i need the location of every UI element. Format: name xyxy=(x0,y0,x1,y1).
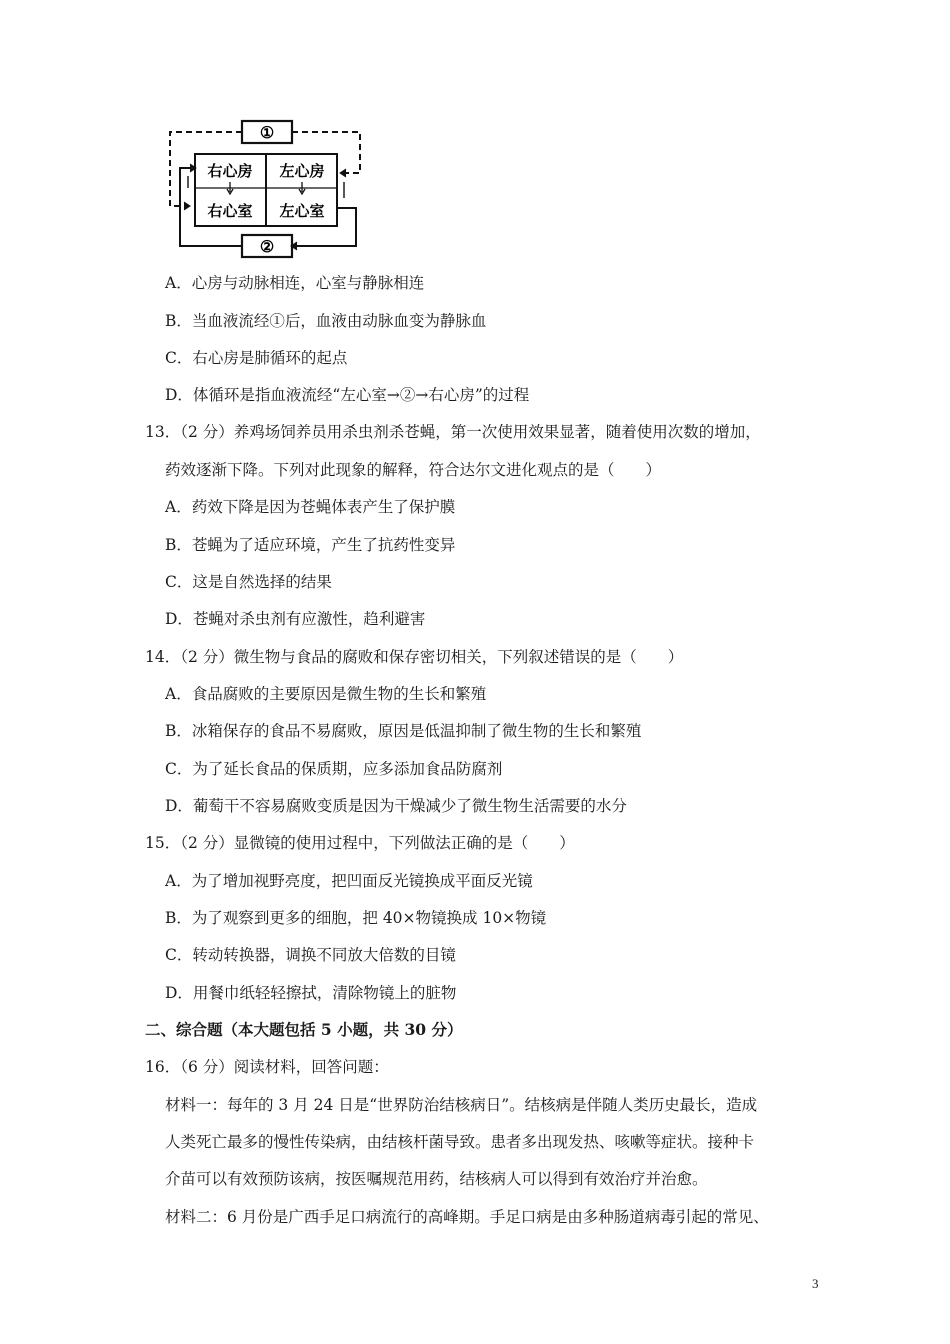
q15-option-b: B．为了观察到更多的细胞，把 40×物镜换成 10×物镜 xyxy=(165,909,547,927)
heart-circulation-diagram xyxy=(160,118,370,260)
q12-option-c: C．右心房是肺循环的起点 xyxy=(165,349,348,367)
q15-option-c: C．转动转换器，调换不同放大倍数的目镜 xyxy=(165,946,456,964)
q14-stem: 14．（2 分）微生物与食品的腐败和保存密切相关，下列叙述错误的是（ ） xyxy=(145,648,684,666)
page-number: 3 xyxy=(812,1276,819,1291)
right-atrium-label: 右心房 xyxy=(207,162,253,180)
q16-material1-line1: 材料一：每年的 3 月 24 日是“世界防治结核病日”。结核病是伴随人类历史最长，造成 xyxy=(165,1096,758,1114)
q13-option-c: C．这是自然选择的结果 xyxy=(165,573,332,591)
q14-option-b: B．冰箱保存的食品不易腐败，原因是低温抑制了微生物的生长和繁殖 xyxy=(165,722,642,740)
section-heading: 二、综合题（本大题包括 5 小题，共 30 分） xyxy=(145,1020,463,1039)
left-atrium-label: 左心房 xyxy=(279,162,325,180)
right-ventricle-label: 右心室 xyxy=(207,202,253,220)
left-ventricle-label: 左心室 xyxy=(279,202,325,220)
q16-material2-line1: 材料二：6 月份是广西手足口病流行的高峰期。手足口病是由多种肠道病毒引起的常见、 xyxy=(165,1208,769,1226)
q14-option-a: A．食品腐败的主要原因是微生物的生长和繁殖 xyxy=(165,685,487,703)
q16-stem: 16．（6 分）阅读材料，回答问题： xyxy=(145,1058,389,1076)
q13-option-a: A．药效下降是因为苍蝇体表产生了保护膜 xyxy=(165,498,456,516)
q13-stem-line1: 13．（2 分）养鸡场饲养员用杀虫剂杀苍蝇，第一次使用效果显著，随着使用次数的增加， xyxy=(145,423,761,441)
diagram-label-2: ② xyxy=(259,237,275,256)
q15-option-a: A．为了增加视野亮度，把凹面反光镜换成平面反光镜 xyxy=(165,872,533,890)
q12-option-d: D．体循环是指血液流经“左心室→②→右心房”的过程 xyxy=(165,386,530,404)
q15-stem: 15．（2 分）显微镜的使用过程中，下列做法正确的是（ ） xyxy=(145,834,575,852)
q13-stem-line2: 药效逐渐下降。下列对此现象的解释，符合达尔文进化观点的是（ ） xyxy=(165,461,662,479)
q16-material1-line3: 介苗可以有效预防该病，按医嘱规范用药，结核病人可以得到有效治疗并治愈。 xyxy=(165,1170,708,1188)
q15-option-d: D．用餐巾纸轻轻擦拭，清除物镜上的脏物 xyxy=(165,984,457,1002)
q12-option-b: B．当血液流经①后，血液由动脉血变为静脉血 xyxy=(165,312,487,330)
q13-option-b: B．苍蝇为了适应环境，产生了抗药性变异 xyxy=(165,536,456,554)
q13-option-d: D．苍蝇对杀虫剂有应激性，趋利避害 xyxy=(165,610,426,628)
q14-option-d: D．葡萄干不容易腐败变质是因为干燥减少了微生物生活需要的水分 xyxy=(165,797,627,815)
diagram-label-1: ① xyxy=(259,123,275,142)
q16-material1-line2: 人类死亡最多的慢性传染病，由结核杆菌导致。患者多出现发热、咳嗽等症状。接种卡 xyxy=(165,1133,755,1151)
q14-option-c: C．为了延长食品的保质期，应多添加食品防腐剂 xyxy=(165,760,503,778)
q12-option-a: A．心房与动脉相连，心室与静脉相连 xyxy=(165,274,425,292)
